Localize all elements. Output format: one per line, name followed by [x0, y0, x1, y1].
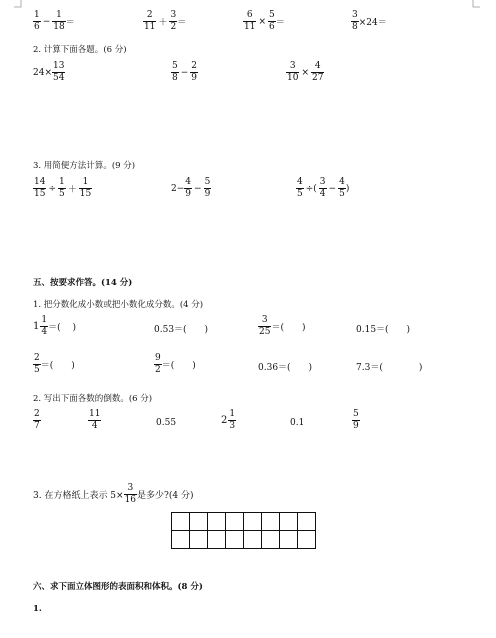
conversion-1: 1 $\frac{1}{4}$ ＝( ) [33, 315, 76, 337]
conversion-2: 0.53＝( ) [154, 325, 209, 335]
section-6-title: 六、求下面立体图形的表面积和体积。(8 分) [33, 582, 203, 592]
conversion-3: $\frac{3}{25}$ ＝( ) [259, 315, 306, 337]
conversion-4: 0.15＝( ) [356, 325, 411, 335]
conversion-8: 7.3＝( ) [356, 363, 423, 373]
conversion-5: $\frac{2}{5}$ ＝( ) [34, 353, 75, 375]
question-3-title: 3. 用简便方法计算。(9 分) [33, 161, 136, 171]
question-2-title: 2. 计算下面各题。(6 分) [33, 45, 127, 55]
corner-crop-mark [14, 0, 22, 8]
expression-3: $\frac{6}{11}$ × $\frac{5}{6}$ ＝ [244, 10, 285, 32]
q3-expression-2: 2− $\frac{4}{9}$ − $\frac{5}{9}$ [171, 177, 211, 199]
question-5-2-title: 2. 写出下面各数的倒数。(6 分) [33, 394, 153, 404]
expression-1: $\frac{1}{6}$ − $\frac{1}{18}$ ＝ [34, 10, 75, 32]
question-5-3-title: 3. 在方格纸上表示 5× $\frac{3}{16}$ 是多少?(4 分) [33, 483, 194, 505]
q3-expression-3: $\frac{4}{5}$ ÷( $\frac{3}{4}$ − $\frac{4}{5}$ ) [297, 177, 350, 199]
question-5-1-title: 1. 把分数化成小数或把小数化成分数。(4 分) [33, 300, 204, 310]
reciprocal-6: $\frac{5}{9}$ [353, 409, 359, 431]
expression-4: $\frac{3}{8}$ ×24＝ [352, 10, 387, 32]
conversion-6: $\frac{9}{2}$ ＝( ) [155, 353, 196, 375]
reciprocal-3: 0.55 [156, 418, 177, 428]
reciprocal-4: 2 $\frac{1}{3}$ [221, 409, 236, 431]
reciprocal-5: 0.1 [290, 418, 305, 428]
section-5-title: 五、按要求作答。(14 分) [33, 278, 133, 288]
reciprocal-2: $\frac{11}{4}$ [89, 409, 101, 431]
conversion-7: 0.36＝( ) [258, 363, 313, 373]
q3-expression-1: $\frac{14}{15}$ ÷ $\frac{1}{5}$ ＋ $\frac{1}{15}$ [34, 177, 92, 199]
expression-2: $\frac{2}{11}$ ＋ $\frac{3}{2}$ ＝ [144, 10, 187, 32]
reciprocal-1: $\frac{2}{7}$ [34, 409, 40, 431]
q2-expression-1: 24× $\frac{13}{54}$ [33, 61, 65, 83]
grid-paper [171, 512, 316, 549]
corner-crop-mark [472, 0, 480, 8]
q2-expression-2: $\frac{5}{8}$ − $\frac{2}{9}$ [172, 61, 198, 83]
q2-expression-3: $\frac{3}{10}$ × $\frac{4}{27}$ [287, 61, 324, 83]
question-6-1-label: 1. [33, 604, 42, 614]
